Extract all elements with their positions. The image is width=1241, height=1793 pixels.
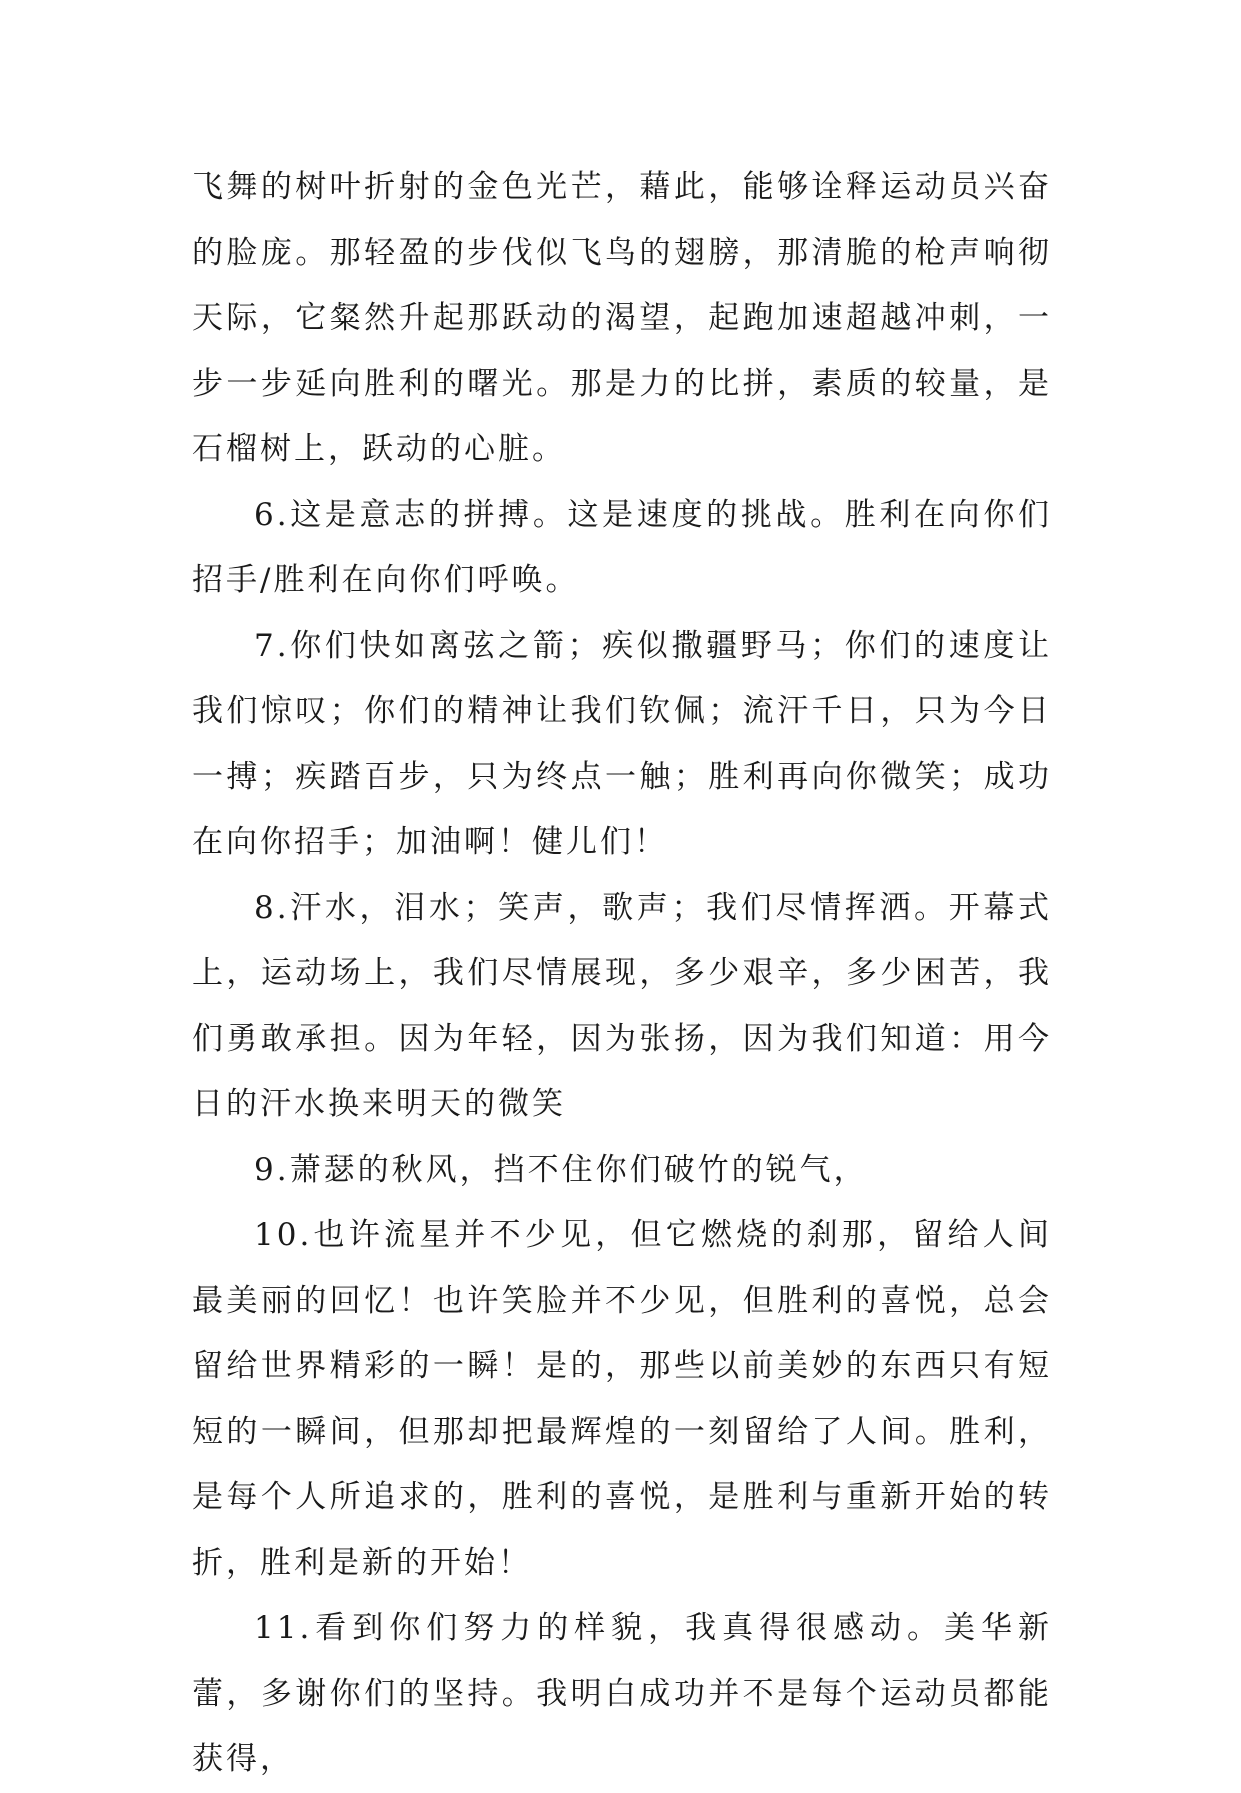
paragraph-7: 7.你们快如离弦之箭；疾似撒疆野马；你们的速度让我们惊叹；你们的精神让我们钦佩；流汗千日，只为今日一搏；疾踏百步，只为终点一触；胜利再向你微笑；成功在向你招手；加油啊！健儿们！ [192,627,1052,860]
paragraph-11: 11.看到你们努力的样貌，我真得很感动。美华新蕾，多谢你们的坚持。我明白成功并不是每个运动员都能获得， [192,1610,1052,1777]
document-body [192,155,1052,1793]
paragraph-6: 6.这是意志的拼搏。这是速度的挑战。胜利在向你们招手/胜利在向你们呼唤。 [192,496,1052,598]
paragraph-continuation: 飞舞的树叶折射的金色光芒，藉此，能够诠释运动员兴奋的脸庞。那轻盈的步伐似飞鸟的翅膀，那清脆的枪声响彻天际，它粲然升起那跃动的渴望，起跑加速超越冲刺，一步一步延向胜利的曙光。那是力的比拼，素质的较量，是石榴树上，跃动的心脏。 [192,169,1052,467]
paragraph-9: 9.萧瑟的秋风，挡不住你们破竹的锐气， [254,1151,868,1188]
paragraph-8: 8.汗水，泪水；笑声，歌声；我们尽情挥洒。开幕式上，运动场上，我们尽情展现，多少艰辛，多少困苦，我们勇敢承担。因为年轻，因为张扬，因为我们知道：用今日的汗水换来明天的微笑 [192,889,1052,1122]
paragraph-10: 10.也许流星并不少见，但它燃烧的刹那，留给人间最美丽的回忆！也许笑脸并不少见，但胜利的喜悦，总会留给世界精彩的一瞬！是的，那些以前美妙的东西只有短短的一瞬间，但那却把最辉煌的一刻留给了人间。胜利，是每个人所追求的，胜利的喜悦，是胜利与重新开始的转折，胜利是新的开始！ [192,1217,1052,1581]
